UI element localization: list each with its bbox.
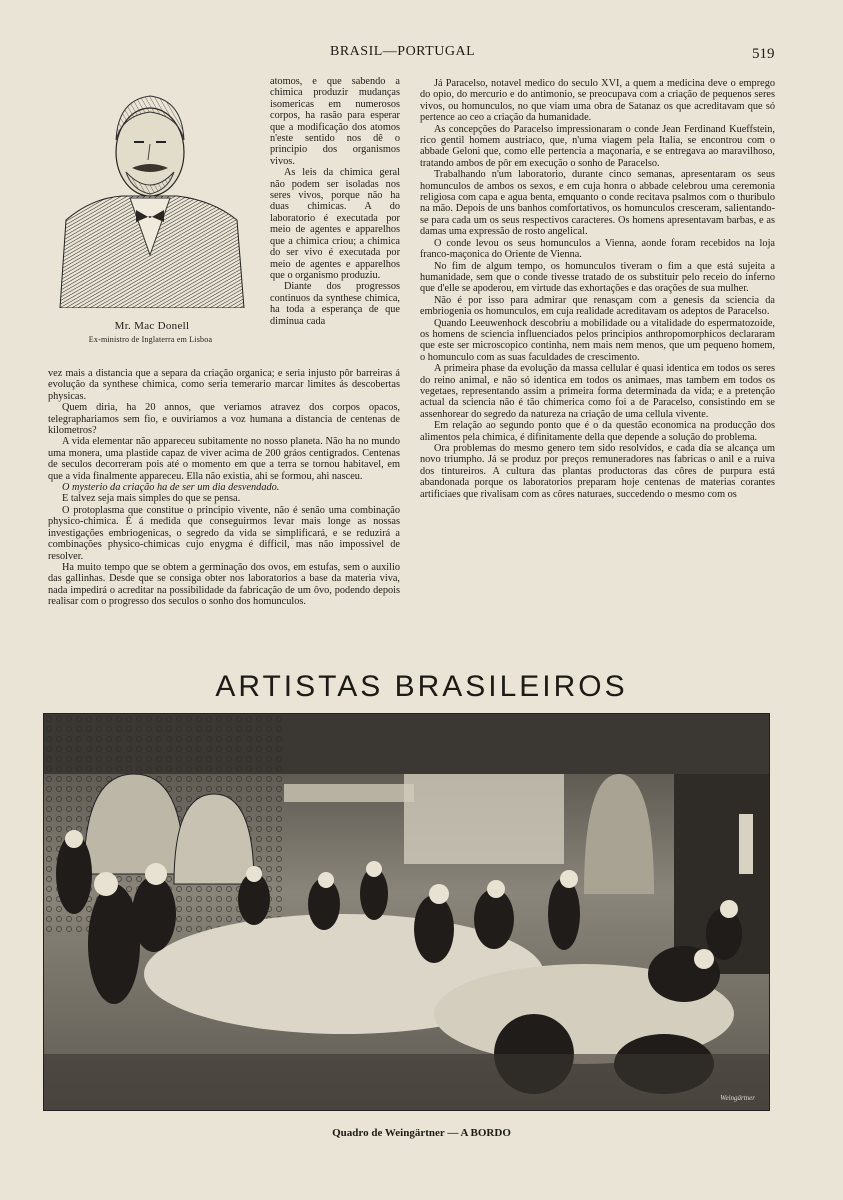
paragraph: O protoplasma que constitue o principio vivente, não é senão uma combinação physico-chimica. É á medida que conseguirmos levar mais longe as nossas investigações embriogenicas, o segredo da vida se simplificará, e se reduzirá a combinações physico-chimicas cujo enygma é difficil, mas não impossivel de resolver.: [48, 504, 400, 562]
paragraph: No fim de algum tempo, os homunculos tiveram o fim a que está sujeita a humanidade, sem que o conde tivesse tratado de os substituir pelo receio do inferno que d'elle se apoderou, em virtude das exhortações e das orações de sua mulher.: [420, 260, 775, 295]
paragraph: A vida elementar não appareceu subitamente no nosso planeta. Não ha no mundo uma monera, uma plastide capaz de viver acima de 200 gráos centigrados. Centenas de seculos decorreram pois até o momento em que a terra se tornou habitavel, em que a vida finalmente appareceu. Ella não existia, ahi se formou, ahi nasceu.: [48, 436, 400, 482]
narrow-text-column: [270, 76, 400, 327]
painting-reproduction: [43, 713, 770, 1111]
portrait-engraving: [52, 80, 247, 308]
paragraph: Ora problemas do mesmo genero tem sido resolvidos, e cada dia se alcança um novo triumpho. Já se produz por preços remuneradores nas fabricas o anil e a ruiva dos tintureiros. A cultura das plantas productoras das côres de purpura está abandonada porque os laboratorios preparam hoje centenas de materias corantes artificiaes que rivalisam com as côres naturaes, succedendo o mesmo com os: [420, 443, 775, 500]
paragraph: Diante dos progressos continuos da synthese chimica, ha toda a esperança de que diminua cada: [270, 281, 400, 327]
portrait-caption-role: Ex-ministro de Inglaterra em Lisboa: [88, 335, 213, 344]
paragraph: O mysterio da criação ha de ser um dia desvendado.: [62, 482, 280, 494]
paragraph: E talvez seja mais simples do que se pensa.: [62, 493, 241, 505]
paragraph: Ha muito tempo que se obtem a germinação dos ovos, em estufas, sem o auxilio das gallinhas. Desde que se consiga obter nos laboratorios a base da materia viva, nada impedirá o acreditar na possibilidade da fabricação de um ôvo, podendo depois realisar com o progresso dos seculos o sonho dos homunculos.: [48, 561, 400, 608]
page-number: 519: [752, 46, 775, 62]
left-text-column: [48, 368, 400, 608]
paragraph: As concepções do Paracelso impressionaram o conde Jean Ferdinand Kueffstein, rico gentil homem austriaco, que, n'uma viagem pela Italia, se encontrou com o abbade Geloni que, como elle pertencia a maçonaria, e se entregava ao maravilhoso, tratando ambos de pôr em execução o sonho de Paracelso.: [420, 123, 775, 169]
paragraph: Trabalhando n'um laboratorio, durante cinco semanas, apresentaram os seus homunculos de ambos os sexos, e em cuja honra o abbade celebrou uma ceremonia religiosa com capa e agua benta, emquanto o conde recitava psalmos com o thuribulo na mão. Depois de uns banhos comfortativos, os homunculos cresceram, salientando-se para cada um os seus respectivos caracteres. Os homens apresentavam barbas, e as damas uma expressão de rosto angelical.: [420, 169, 775, 238]
painter-signature: Weingärtner: [720, 1094, 755, 1102]
paragraph: O conde levou os seus homunculos a Vienna, aonde foram recebidos na loja franco-maçonica do Oriente de Vienna.: [420, 237, 775, 261]
portrait-caption-name: Mr. Mac Donell: [114, 320, 190, 332]
paragraph: A primeira phase da evolução da massa cellular é quasi identica em todos os seres do reino animal, e não só identica em todos os animaes, mas tambem em todos os vegetaes, representando assim a primeira forma determinada da vida; e a pretenção actual da sciencia não é tão chimerica como foi a de Paracelso, consistindo em se assenhorear do segredo da natureza na criação de uma cellula vivente.: [420, 363, 775, 420]
paragraph: Quando Leeuwenhock descobriu a mobilidade ou a vitalidade do espermatozoide, os homens de sciencia influenciados pelos principios anthropomorphicos declararam que este ser microscopico continha, nem mais nem menos, que um pequeno homem, o homunculo com as suas faculdades de crescimento.: [420, 317, 775, 363]
paragraph: atomos, e que sabendo a chimica produzir mudanças isomericas em numerosos corpos, ha rasão para esperar que a modificação dos atomos n'este sentido nos dê o principio dos organismos vivos.: [270, 76, 400, 167]
paragraph: Já Paracelso, notavel medico do seculo XVI, a quem a medicina deve o emprego do opio, do mercurio e do antimonio, se preocupava com a criação de pequenos seres vivos, ou homunculos, no que viam uma obra de Satanaz os que acreditavam que só pertence ao ceo a criação da humanidade.: [420, 78, 775, 124]
illustration-caption: Quadro de Weingärtner — A BORDO: [332, 1127, 511, 1139]
paragraph: As leis da chimica geral não podem ser isoladas nos seres vivos, porque não ha duas chimicas. A do laboratorio é executada por meio de agentes e apparelhos que a chimica criou; a chimica do ser vivo é executada por meio de agentes e apparelhos que o organismo produziu.: [270, 167, 400, 281]
right-text-column: [420, 78, 775, 500]
paragraph: Não é por isso para admirar que renasçam com a genesis da sciencia da embriogenia os homunculos, em cuja realidade acreditavam os adeptos de Paracelso.: [420, 294, 775, 318]
paragraph: Quem diria, ha 20 annos, que veriamos atravez dos corpos opacos, telegraphariamos sem fio, e ouviriamos a voz humana a distancia de centenas de kilometros?: [48, 402, 400, 437]
section-title: ARTISTAS BRASILEIROS: [215, 670, 628, 703]
paragraph: Em relação ao segundo ponto que é o da questão economica na producção dos alimentos pela chimica, é difinitamente della que depende a solução do problema.: [420, 420, 775, 443]
header-title: BRASIL—PORTUGAL: [330, 44, 476, 59]
paragraph: vez mais a distancia que a separa da criação organica; e seria injusto pôr barreiras á evolução da synthese chimica, como seria temerario marcar limites ás descobertas physicas.: [48, 368, 400, 402]
